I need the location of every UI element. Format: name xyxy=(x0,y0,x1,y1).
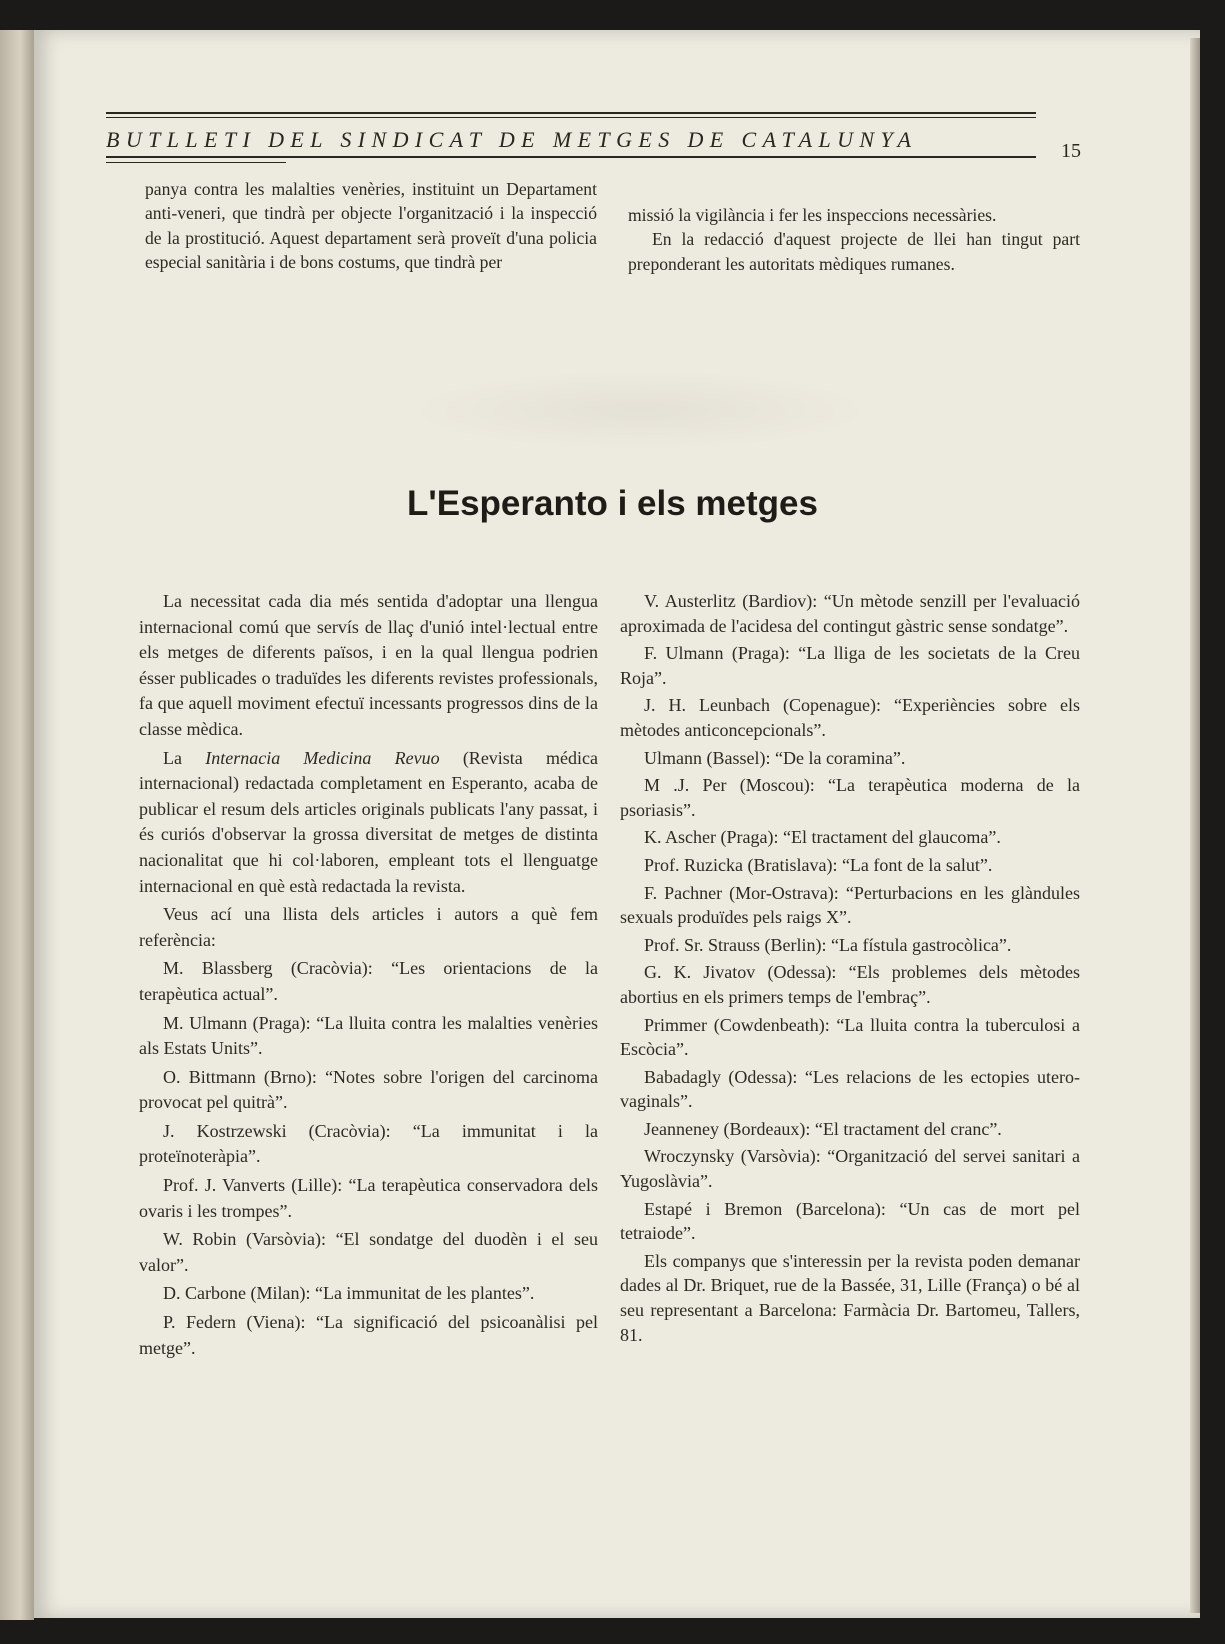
article-list-item: Els companys que s'interessin per la revista poden demanar dades al Dr. Briquet, rue de la Bassée, 31, Lille (França) o bé al seu representant a Barcelona: Farmàcia Dr. Bartomeu, Tallers, 81. xyxy=(620,1250,1080,1345)
article-title: L'Esperanto i els metges xyxy=(407,484,818,523)
article-list-item: K. Ascher (Praga): “El tractament del glaucoma”. xyxy=(644,827,1001,848)
journal-title: BUTLLETI DEL SINDICAT DE METGES DE CATALUNYA xyxy=(106,127,918,152)
article-list-item: Estapé i Bremon (Barcelona): “Un cas de mort pel tetraiode”. xyxy=(620,1198,1080,1244)
article-list-item: Ulmann (Bassel): “De la coramina”. xyxy=(644,747,906,768)
article-list-item: Jeanneney (Bordeaux): “El tractament del cranc”. xyxy=(644,1118,1002,1139)
paragraph-text: La xyxy=(163,747,206,768)
article-list-item: M .J. Per (Moscou): “La terapèutica moderna de la psoriasis”. xyxy=(620,775,1080,820)
page-number: 15 xyxy=(1061,140,1081,162)
article-list-right xyxy=(620,589,1080,1347)
continuation-left-column xyxy=(145,177,597,275)
continuation-right-column xyxy=(628,203,1080,276)
article-list-item: Primmer (Cowdenbeath): “La lluita contra la tuberculosi a Escòcia”. xyxy=(620,1014,1080,1060)
article-paragraph: Veus ací una llista dels articles i autors a què fem referència: xyxy=(139,904,598,950)
show-through-shadow xyxy=(410,370,870,450)
article-list-item: F. Pachner (Mor-Ostrava): “Perturbacions en les glàndules sexuals produïdes pels raigs X”. xyxy=(620,882,1080,928)
article-list-item: Prof. Sr. Strauss (Berlin): “La fístula gastrocòlica”. xyxy=(644,934,1012,955)
page-right-edge xyxy=(1190,38,1200,1613)
article-intro-paragraph: La necessitat cada dia més sentida d'adoptar una llengua internacional comú que servís de llaç d'unió intel·lectual entre els metges de diferents països, i en la qual llengua podrien ésser publicades o traduïdes les diferents revistes professionals, fa que aquell moviment efectuï incessants progressos dins de la classe mèdica. xyxy=(139,591,598,739)
article-list-item: Prof. Ruzicka (Bratislava): “La font de la salut”. xyxy=(644,854,993,875)
article-list-item: G. K. Jivatov (Odessa): “Els problemes dels mètodes abortius en els primers temps de l'embraç”. xyxy=(620,962,1080,1007)
continuation-paragraph-end: missió la vigilància i fer les inspeccions necessàries. xyxy=(628,205,997,225)
article-paragraph xyxy=(139,746,598,900)
book-spine-edge xyxy=(0,30,34,1620)
header-rule-bottom-short xyxy=(106,162,286,163)
article-list-left xyxy=(139,956,598,1361)
article-right-column xyxy=(620,589,1080,1350)
journal-name: Internacia Medicina Revuo xyxy=(205,747,440,768)
paragraph-text: (Revista médica internacional) redactada completament en Esperanto, acaba de publicar el resum dels articles originals publicats l'any passat, i és curiós d'observar la grossa diversitat de metges de distinta nacionalitat que hi col·laboren, empleant tots el llenguatge internacional en què està redactada la revista. xyxy=(139,747,598,896)
header-rule-top xyxy=(106,112,1036,114)
continuation-paragraph: En la redacció d'aquest projecte de llei han tingut part preponderant les autoritats mèdiques rumanes. xyxy=(628,229,1080,274)
article-list-item: O. Bittmann (Brno): “Notes sobre l'origen del carcinoma provocat pel quitrà”. xyxy=(139,1066,598,1113)
article-list-item: M. Blassberg (Cracòvia): “Les orientacions de la terapèutica actual”. xyxy=(139,958,598,1004)
article-list-item: Prof. J. Vanverts (Lille): “La terapèutica conservadora dels ovaris i les trompes”. xyxy=(139,1175,598,1221)
continuation-paragraph: panya contra les malalties venèries, instituint un Departament anti-veneri, que tindrà per objecte l'organització i la inspecció de la prostitució. Aquest departament serà proveït d'una policia especial sanitària i de bons costums, que tindrà per xyxy=(145,179,597,273)
article-list-item: M. Ulmann (Praga): “La lluita contra les malalties venèries als Estats Units”. xyxy=(139,1012,598,1059)
article-list-item: F. Ulmann (Praga): “La lliga de les societats de la Creu Roja”. xyxy=(620,643,1080,688)
header-rule-top-thin xyxy=(106,117,1036,118)
header-rule-bottom xyxy=(106,156,1036,158)
article-list-item: W. Robin (Varsòvia): “El sondatge del duodèn i el seu valor”. xyxy=(139,1229,598,1275)
article-list-item: D. Carbone (Milan): “La immunitat de les plantes”. xyxy=(163,1283,535,1304)
article-list-item: J. H. Leunbach (Copenague): “Experiències sobre els mètodes anticoncepcionals”. xyxy=(620,695,1080,740)
article-list-item: V. Austerlitz (Bardiov): “Un mètode senzill per l'evaluació aproximada de l'acidesa del contingut gàstric sense sondatge”. xyxy=(620,591,1080,636)
article-list-item: Babadagly (Odessa): “Les relacions de les ectopies utero-vaginals”. xyxy=(620,1066,1080,1112)
article-list-item: J. Kostrzewski (Cracòvia): “La immunitat i la proteïnoteràpia”. xyxy=(139,1120,598,1167)
article-list-item: Wroczynsky (Varsòvia): “Organització del servei sanitari a Yugoslàvia”. xyxy=(620,1146,1080,1192)
article-list-item: P. Federn (Viena): “La significació del psicoanàlisi pel metge”. xyxy=(139,1312,598,1358)
article-left-column xyxy=(139,589,598,1364)
